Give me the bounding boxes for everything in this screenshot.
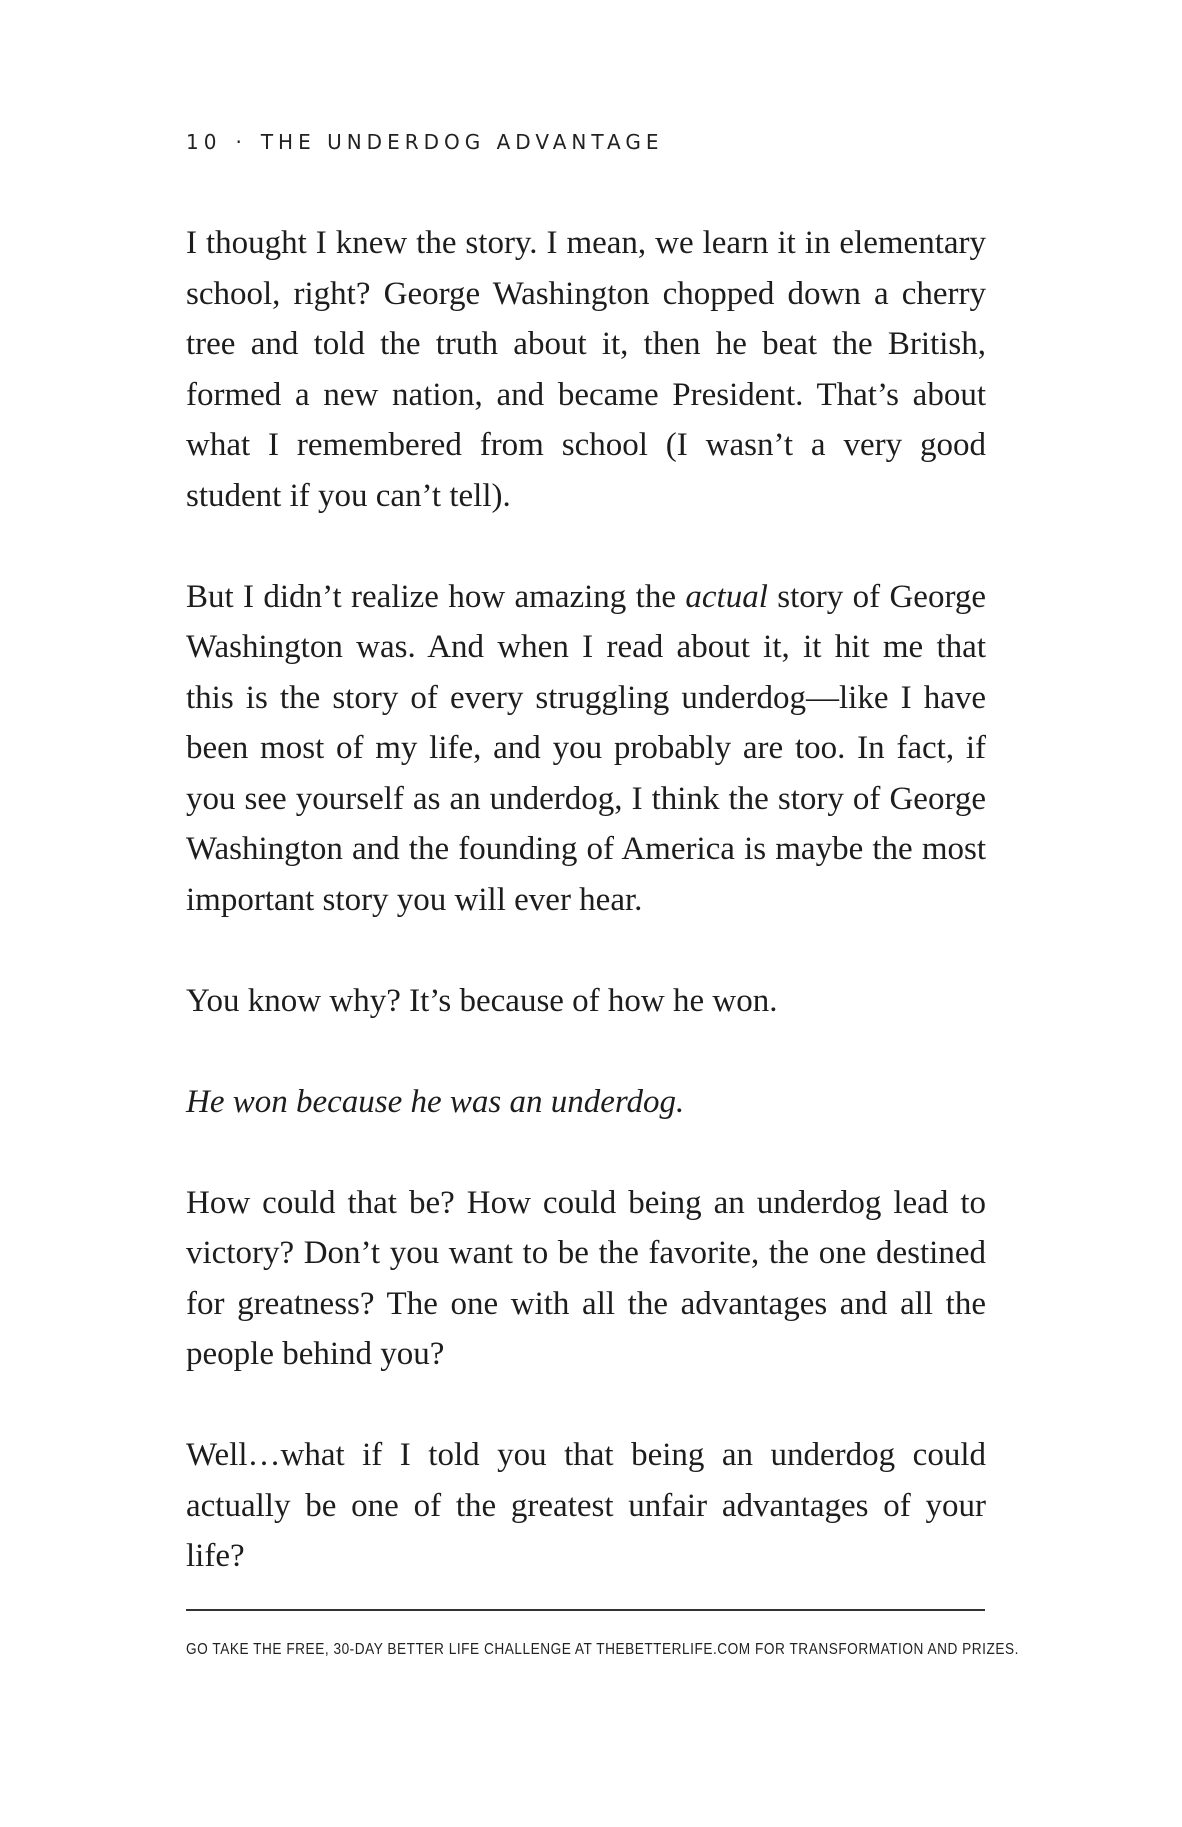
paragraph-6: Well…what if I told you that being an underdog could actually be one of the greatest unfair advantages of your life? <box>186 1437 986 1574</box>
italic-statement: He won because he was an underdog. <box>186 1083 685 1120</box>
paragraph-2-start: But I didn’t realize how amazing the <box>186 578 686 615</box>
paragraph-4 <box>186 1077 986 1128</box>
footer-divider <box>186 1609 985 1611</box>
running-head <box>186 130 664 154</box>
page-number: 10 <box>186 130 222 154</box>
footer-note: GO TAKE THE FREE, 30-DAY BETTER LIFE CHALLENGE AT THEBETTERLIFE.COM FOR TRANSFORMATION AND PRIZES. <box>186 1641 1019 1658</box>
emphasis-actual: actual <box>685 578 768 615</box>
book-title: THE UNDERDOG ADVANTAGE <box>260 130 664 154</box>
paragraph-2 <box>186 572 986 926</box>
paragraph-3: You know why? It’s because of how he won. <box>186 982 778 1019</box>
paragraph-2-end: story of George Washington was. And when I read about it, it hit me that this is the story of every struggling underdog—like I have been most of my life, and you probably are too. In fact, if you see yourself as an underdog, I think the story of George Washington and the founding of America is maybe the most important story you will ever hear. <box>186 578 986 918</box>
paragraph-1: I thought I knew the story. I mean, we learn it in elementary school, right? George Washington chopped down a cherry tree and told the truth about it, then he beat the British, formed a new nation, and became President. That’s about what I remembered from school (I wasn’t a very good student if you can’t tell). <box>186 225 986 514</box>
body-text <box>186 218 986 1582</box>
header-separator: · <box>235 130 247 154</box>
paragraph-5: How could that be? How could being an underdog lead to victory? Don’t you want to be the favorite, the one destined for greatness? The one with all the advantages and all the people behind you? <box>186 1184 986 1372</box>
